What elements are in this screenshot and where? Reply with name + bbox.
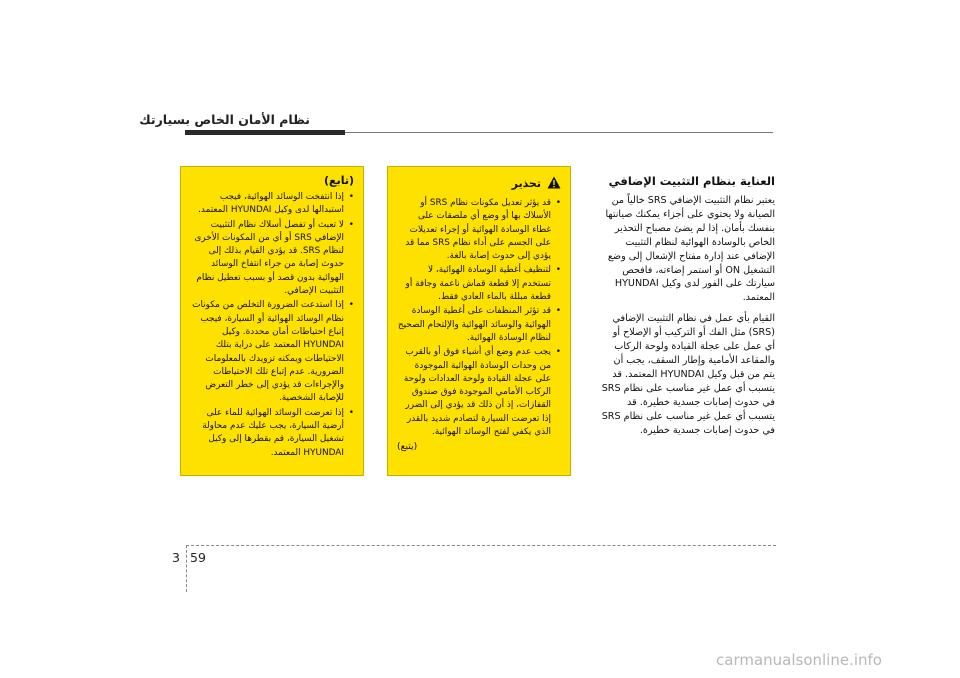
paragraph: القيام بأي عمل في نظام التثبيت الإضافي (SRS) مثل الفك أو التركيب أو الإصلاح أو أي عمل على عجلة القيادة ولوحة الركاب والمقاعد الأمامية وإطار السقف، يجب أن يتم من قبل وكيل HYUNDAI المعتمد. قد يتسبب أي عمل غير مناسب على نظام SRS في حدوث إصابات جسدية خطيرة. قد يتسبب أي عمل غير مناسب على نظام SRS في حدوث إصابات جسدية خطيرة. bbox=[601, 313, 775, 436]
list-item: • إذا استدعت الضرورة التخلص من مكونات نظام الوسائد الهوائية أو السيارة، فيجب إتباع احتياطات أمان محددة. وكيل HYUNDAI المعتمد على دراية بتلك الاحتياطات ويمكنه تزويدك بالمعلومات الضرورية. عدم إتباع تلك الاحتياطات والإجراءات قد يؤدي إلى خطر التعرض للإصابة الشخصية. bbox=[190, 299, 354, 405]
warning-triangle-icon bbox=[547, 174, 561, 193]
section-title: العناية بنظام التثبيت الإضافي bbox=[608, 174, 775, 188]
list-item: • قد تؤثر المنظفات على أغطية الوسادة الهوائية والوسائد الهوائية والإلتحام الصحيح لنظام الوسادة الهوائية. bbox=[397, 305, 561, 345]
list-item: • لتنظيف أغطية الوسادة الهوائية، لا تستخدم إلا قطعة قماش ناعمة وجافة أو قطعة مبللة بالماء العادي فقط. bbox=[397, 264, 561, 304]
warning-header bbox=[397, 174, 561, 193]
paragraph: يعتبر نظام التثبيت الإضافي SRS خالياً من الصيانة ولا يحتوي على أجزاء يمكنك صيانتها بنفسك بأمان. إذا لم يضئ مصباح التحذير الخاص بالوسادة الهوائية لنظام التثبيت الإضافي عند إدارة مفتاح الإشعال إلى وضع التشغيل ON أو استمر إضاءته، فافحص سيارتك على الفور لدى وكيل HYUNDAI المعتمد. bbox=[605, 195, 775, 304]
warning-list bbox=[397, 197, 561, 439]
header-accent-bar bbox=[185, 130, 345, 135]
continued-list bbox=[190, 191, 354, 460]
warning-title: تحذير bbox=[511, 177, 541, 190]
continued-note: (يتبع) bbox=[397, 441, 418, 453]
main-column bbox=[600, 174, 775, 444]
list-item: • لا تعبث أو تفصل أسلاك نظام التثبيت الإضافي SRS أو أي من المكونات الأخرى لنظام SRS. قد يؤدي القيام بذلك إلى حدوث إصابة من جراء انتفاخ الوسائد الهوائية بدون قصد أو بسبب تعطيل نظام التثبيت الإضافي. bbox=[190, 219, 354, 299]
watermark: carmanualsonline.info bbox=[716, 651, 882, 669]
continued-header bbox=[190, 174, 354, 187]
continued-box bbox=[180, 166, 364, 476]
warning-box bbox=[387, 166, 571, 476]
list-item: • قد يؤثر تعديل مكونات نظام SRS أو الأسلاك بها أو وضع أي ملصقات على غطاء الوسادة الهوائية أو إجراء تعديلات على الجسم على أداء نظام SRS مما قد يؤدي إلى حدوث إصابة بالغة. bbox=[397, 197, 561, 263]
continued-title: (تابع) bbox=[324, 174, 354, 187]
page-number: 59 bbox=[190, 550, 206, 565]
page-header-title: نظام الأمان الخاص بسيارتك bbox=[139, 112, 310, 127]
chapter-number: 3 bbox=[172, 550, 180, 565]
footer-divider bbox=[186, 545, 187, 592]
header-rule bbox=[345, 132, 773, 133]
list-item: • يجب عدم وضع أي أشياء فوق أو بالقرب من وحدات الوسادة الهوائية الموجودة على عجلة القيادة ولوحة العدادات ولوحة الركاب الأمامي الموجودة فوق صندوق القفازات، إذ أن ذلك قد يؤدي إلى الضرر إذا تعرضت السيارة لتصادم شديد بالقدر الذي يكفي لفتح الوسائد الهوائية. bbox=[397, 346, 561, 439]
list-item: • إذا انتفخت الوسائد الهوائية، فيجب استبدالها لدى وكيل HYUNDAI المعتمد. bbox=[190, 191, 354, 218]
footer-rule bbox=[186, 545, 776, 546]
list-item: • إذا تعرضت الوسائد الهوائية للماء على أرضية السيارة، يجب عليك عدم محاولة تشغيل السيارة، قم بقطرها إلى وكيل HYUNDAI المعتمد. bbox=[190, 407, 354, 460]
